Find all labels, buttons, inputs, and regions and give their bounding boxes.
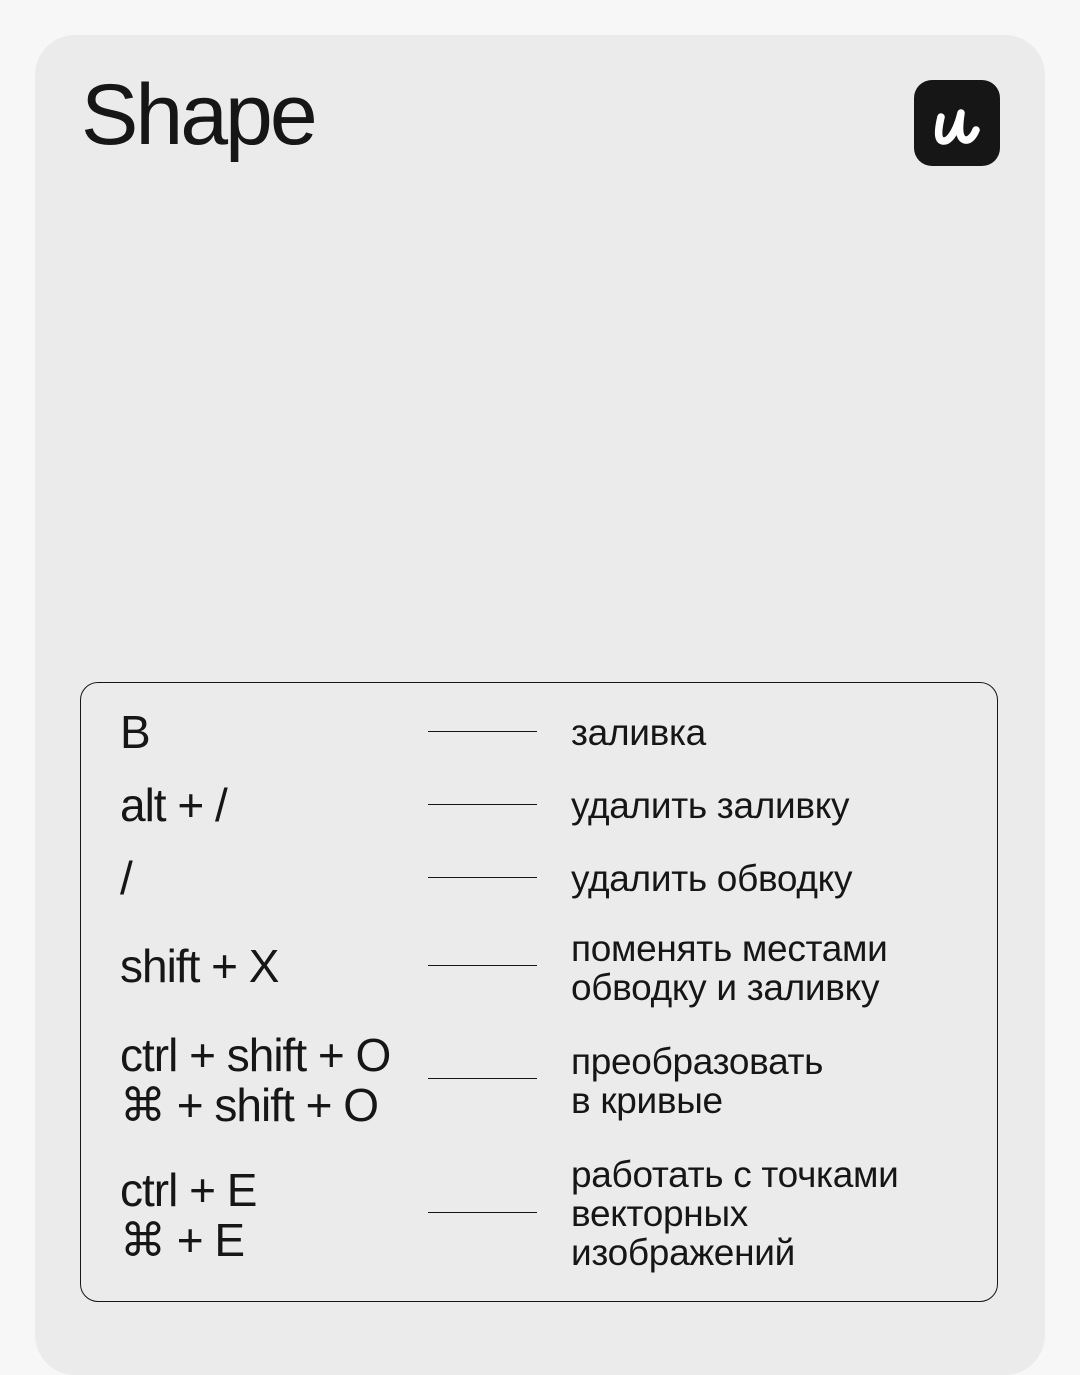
connector-line <box>428 965 537 966</box>
shortcut-keys <box>120 853 132 903</box>
page-title: Shape <box>81 67 315 163</box>
shortcut-row <box>81 1154 997 1277</box>
shortcut-row <box>81 853 997 903</box>
shortcut-row <box>81 780 997 830</box>
shortcut-keys <box>120 1030 390 1130</box>
shortcut-key: ctrl + E <box>120 1164 257 1216</box>
shortcut-description: удалить обводку <box>571 858 853 899</box>
shortcut-key: ⌘ + shift + O <box>120 1079 378 1131</box>
connector-line <box>428 1212 537 1213</box>
shortcut-description: поменять местами обводку и заливку <box>571 928 888 1008</box>
shortcut-description: удалить заливку <box>571 785 850 826</box>
card <box>35 35 1045 1375</box>
shortcuts-panel <box>80 682 998 1302</box>
shortcut-keys <box>120 941 278 991</box>
shortcut-keys <box>120 780 227 830</box>
connector-line <box>428 1078 537 1079</box>
shortcut-row <box>81 707 997 757</box>
logo-icon <box>914 80 1000 166</box>
shortcut-keys <box>120 707 150 757</box>
shortcut-key: / <box>120 852 132 904</box>
shortcut-key: shift + X <box>120 940 279 992</box>
connector-line <box>428 731 537 732</box>
shortcut-key: ⌘ + E <box>120 1214 245 1266</box>
shortcut-description: работать с точками векторных изображений <box>571 1154 899 1273</box>
shortcut-key: ctrl + shift + O <box>120 1029 391 1081</box>
shortcut-keys <box>120 1165 256 1265</box>
shortcut-row <box>81 1030 997 1130</box>
shortcut-key: alt + / <box>120 779 227 831</box>
connector-line <box>428 804 537 805</box>
connector-line <box>428 877 537 878</box>
shortcut-description: заливка <box>571 712 706 753</box>
shortcut-row <box>81 929 997 1009</box>
shortcut-key: B <box>120 706 150 758</box>
shortcut-description: преобразовать в кривые <box>571 1041 824 1121</box>
